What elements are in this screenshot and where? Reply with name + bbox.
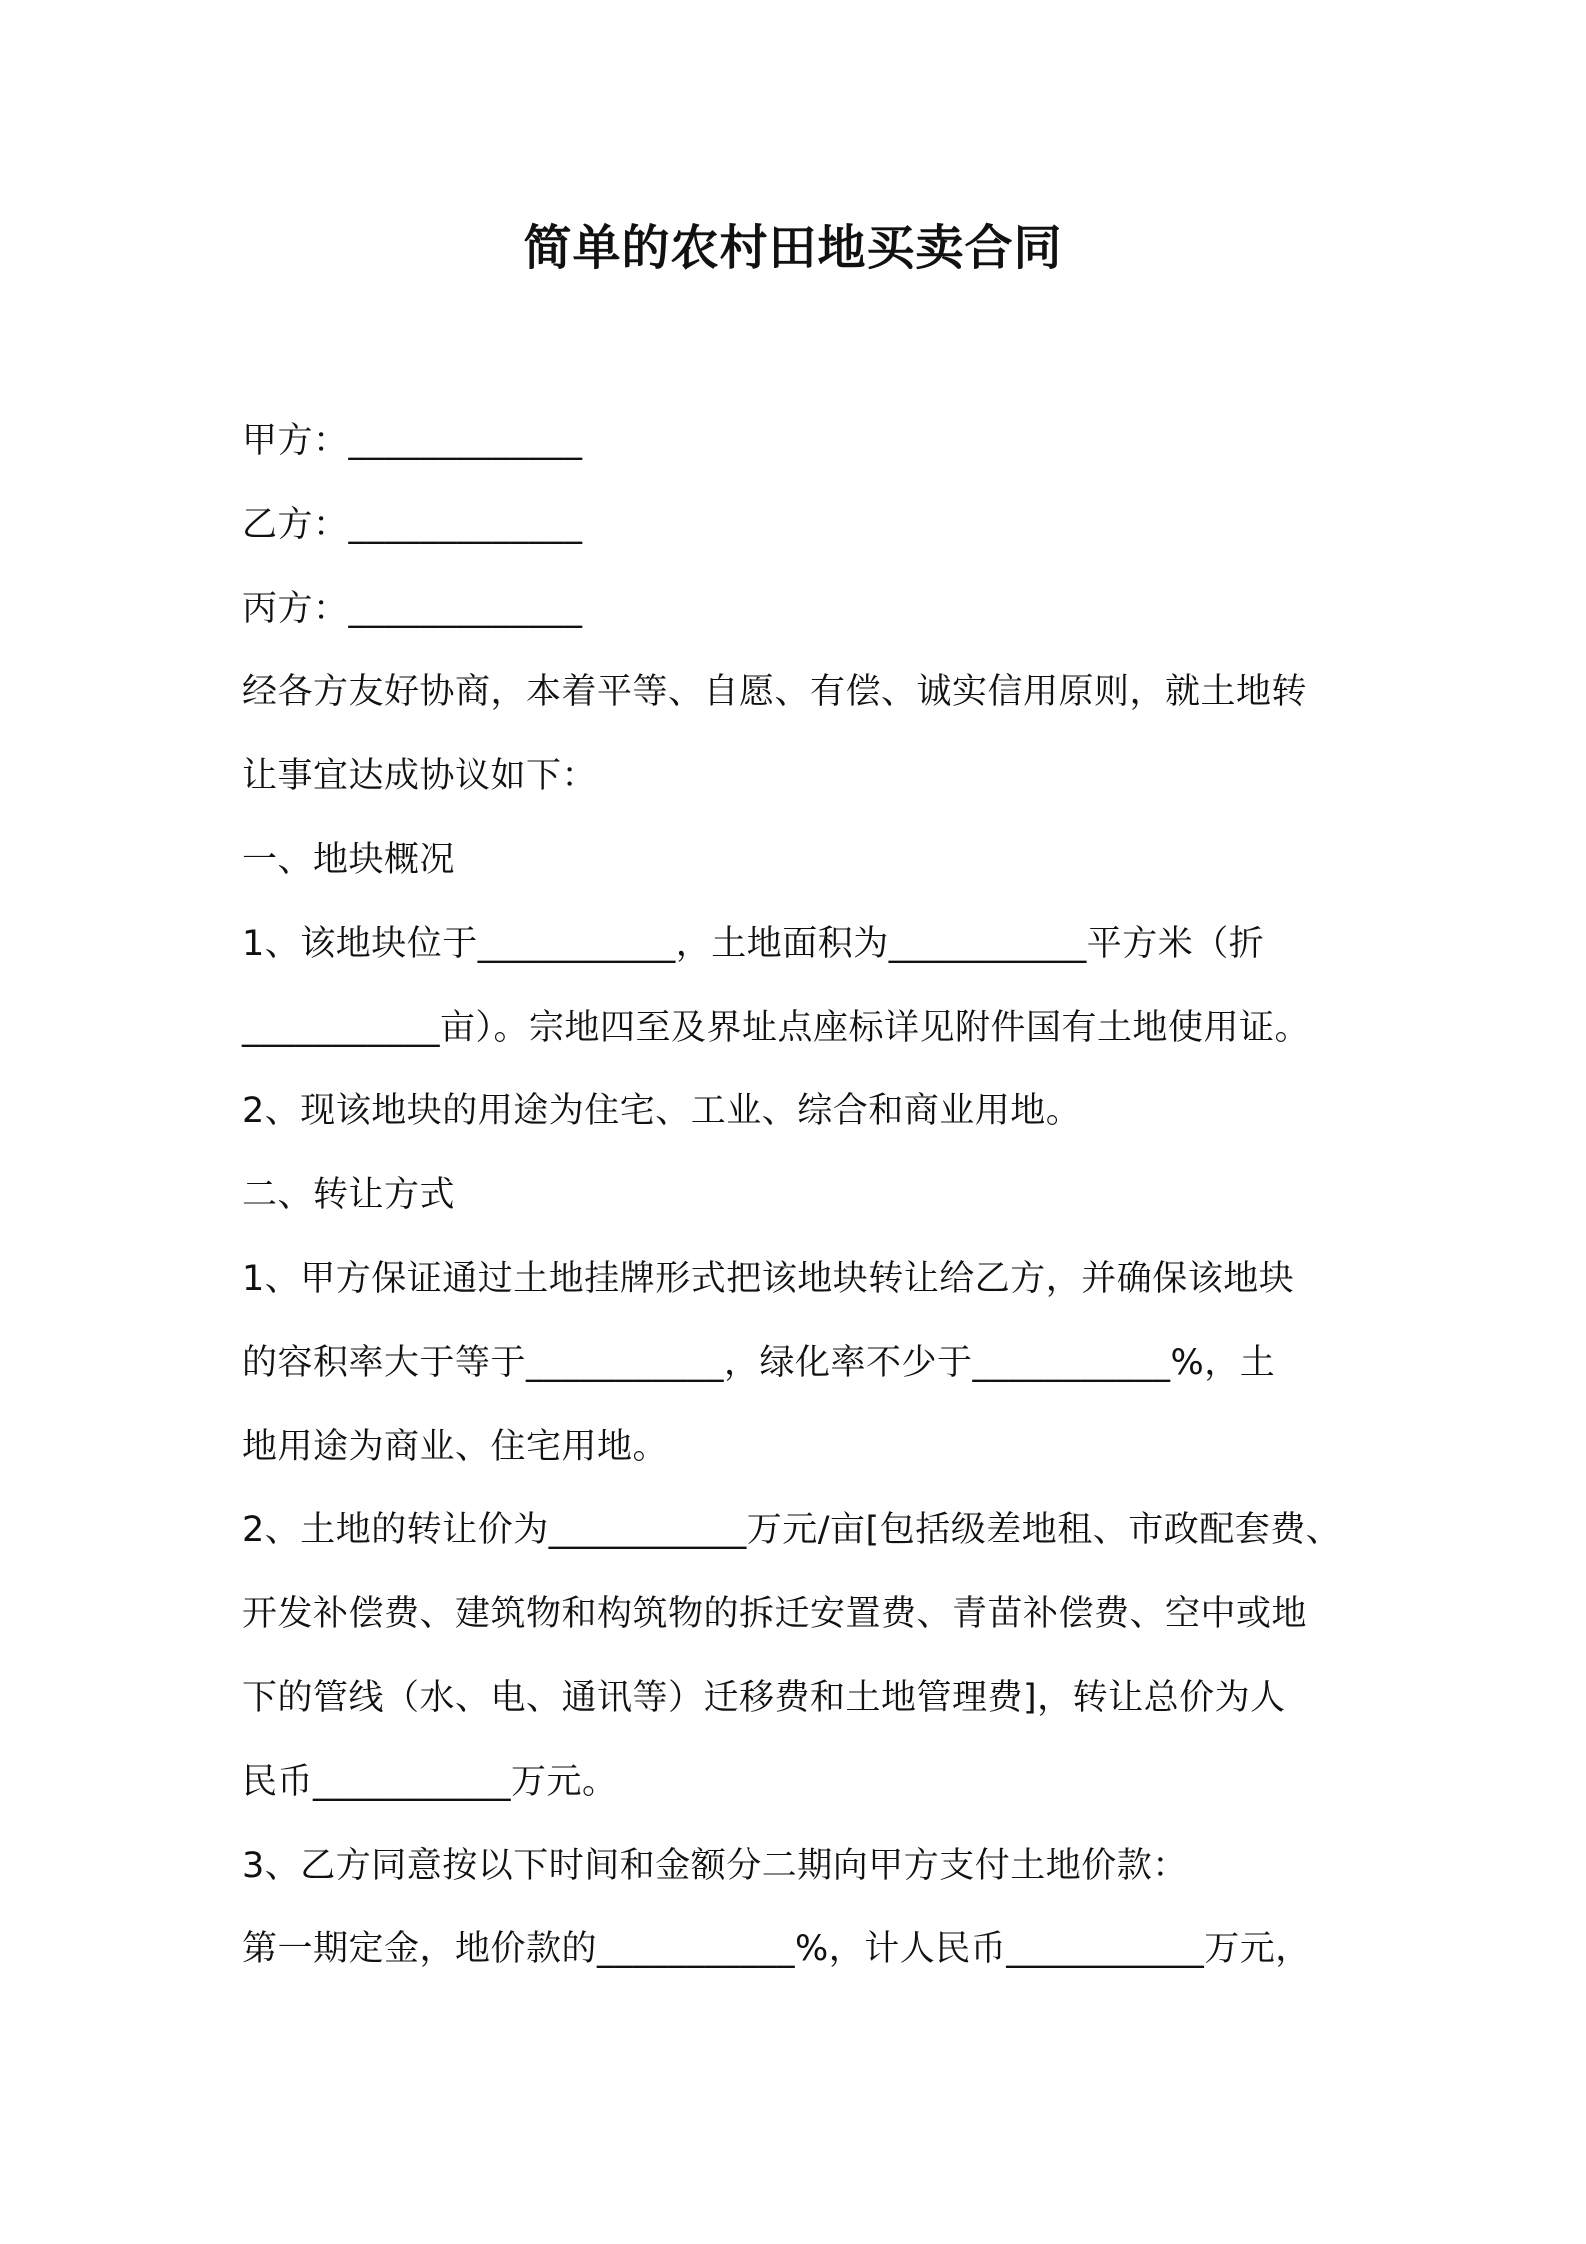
clause-line: 3、乙方同意按以下时间和金额分二期向甲方支付土地价款： xyxy=(242,1845,1188,1886)
preamble-line: 让事宜达成协议如下： xyxy=(242,756,598,797)
clause-line: 第一期定金，地价款的___________%，计人民币___________万元， xyxy=(242,1929,1311,1970)
clause-line: 下的管线（水、电、通讯等）迁移费和土地管理费]，转让总价为人 xyxy=(242,1677,1286,1718)
clause-line: 开发补偿费、建筑物和构筑物的拆迁安置费、青苗补偿费、空中或地 xyxy=(242,1594,1308,1635)
preamble-line: 经各方友好协商，本着平等、自愿、有偿、诚实信用原则，就土地转 xyxy=(242,672,1308,713)
clause-line: 2、土地的转让价为___________万元/亩[包括级差地租、市政配套费、 xyxy=(242,1510,1342,1551)
clause-line: 1、该地块位于___________，土地面积为___________平方米（折 xyxy=(242,923,1265,964)
clause-line: 1、甲方保证通过土地挂牌形式把该地块转让给乙方，并确保该地块 xyxy=(242,1258,1295,1299)
clause-line: 民币___________万元。 xyxy=(242,1761,618,1802)
party-b-line: 乙方：_____________ xyxy=(242,504,583,545)
section-heading: 一、地块概况 xyxy=(242,839,456,880)
clause-line: ___________亩）。宗地四至及界址点座标详见附件国有土地使用证。 xyxy=(242,1007,1311,1048)
document-title: 简单的农村田地买卖合同 xyxy=(523,220,1063,276)
clause-line: 的容积率大于等于___________，绿化率不少于___________%，土 xyxy=(242,1342,1276,1383)
party-c-line: 丙方：_____________ xyxy=(242,588,583,629)
section-heading: 二、转让方式 xyxy=(242,1175,456,1216)
document-body xyxy=(242,400,1362,1992)
party-a-line: 甲方：_____________ xyxy=(242,421,583,461)
clause-line: 2、现该地块的用途为住宅、工业、综合和商业用地。 xyxy=(242,1091,1082,1132)
clause-line: 地用途为商业、住宅用地。 xyxy=(242,1426,669,1467)
